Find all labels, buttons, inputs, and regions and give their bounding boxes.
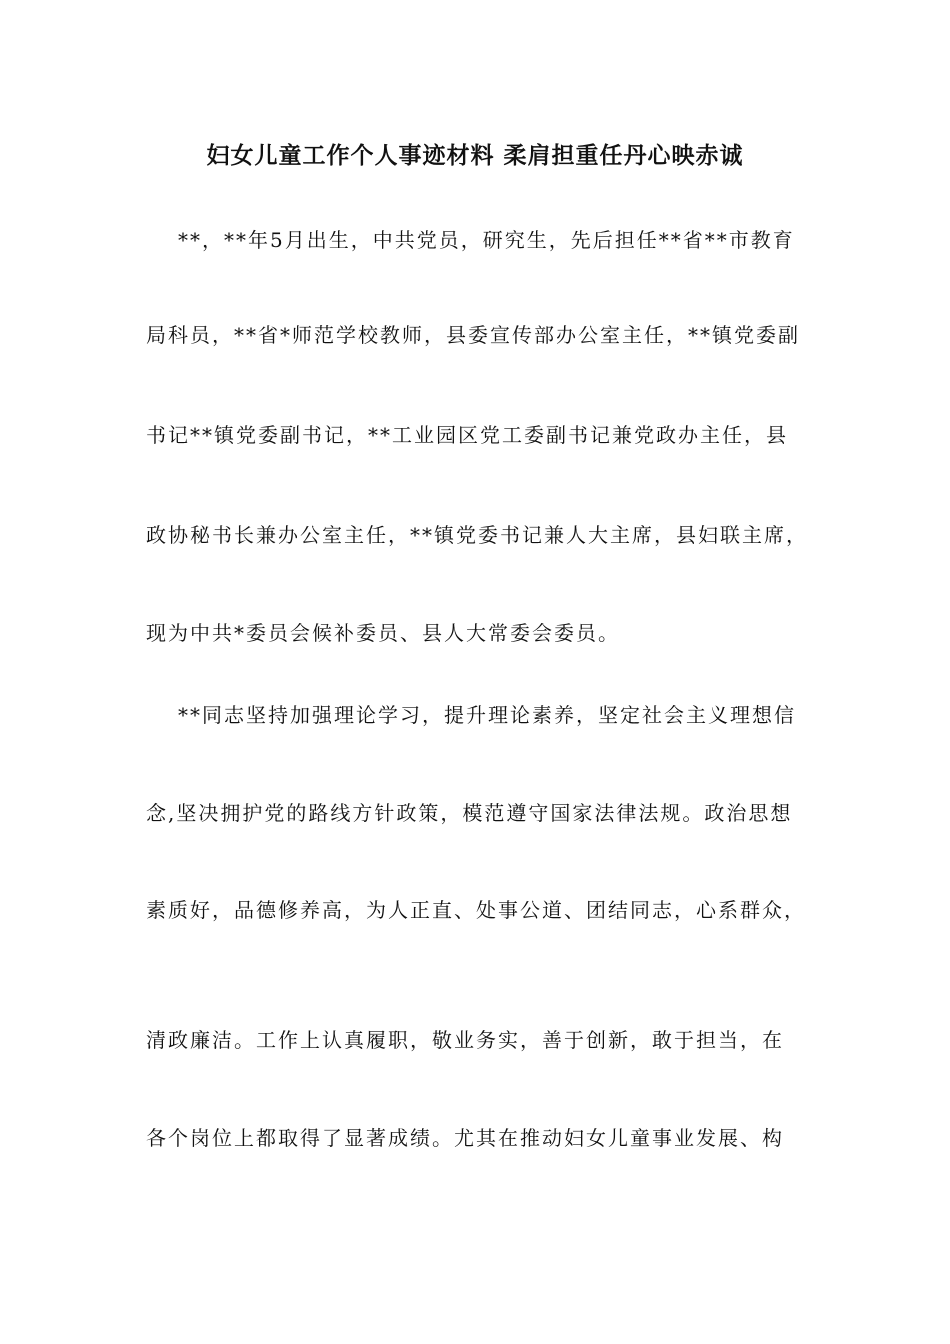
paragraph-2-line-1: **同志坚持加强理论学习，提升理论素养，坚定社会主义理想信 <box>178 703 796 727</box>
paragraph-2-line-2: 念,坚决拥护党的路线方针政策，模范遵守国家法律法规。政治思想 <box>146 801 793 825</box>
paragraph-1-line-5: 现为中共*委员会候补委员、县人大常委会委员。 <box>146 621 620 645</box>
paragraph-1-line-3: 书记**镇党委副书记，**工业园区党工委副书记兼党政办主任，县 <box>146 423 788 447</box>
paragraph-1-line-2: 局科员，**省*师范学校教师，县委宣传部办公室主任，**镇党委副 <box>146 323 800 347</box>
paragraph-1-line-1: **，**年5月出生，中共党员，研究生，先后担任**省**市教育 <box>178 228 795 252</box>
paragraph-2-line-4: 清政廉洁。工作上认真履职，敬业务实，善于创新，敢于担当，在 <box>146 1028 784 1052</box>
paragraph-2-line-5: 各个岗位上都取得了显著成绩。尤其在推动妇女儿童事业发展、构 <box>146 1126 784 1150</box>
paragraph-2-line-3: 素质好，品德修养高，为人正直、处事公道、团结同志，心系群众， <box>146 898 806 922</box>
document-title: 妇女儿童工作个人事迹材料 柔肩担重任丹心映赤诚 <box>206 142 744 169</box>
paragraph-1-line-4: 政协秘书长兼办公室主任，**镇党委书记兼人大主席，县妇联主席， <box>146 523 808 547</box>
